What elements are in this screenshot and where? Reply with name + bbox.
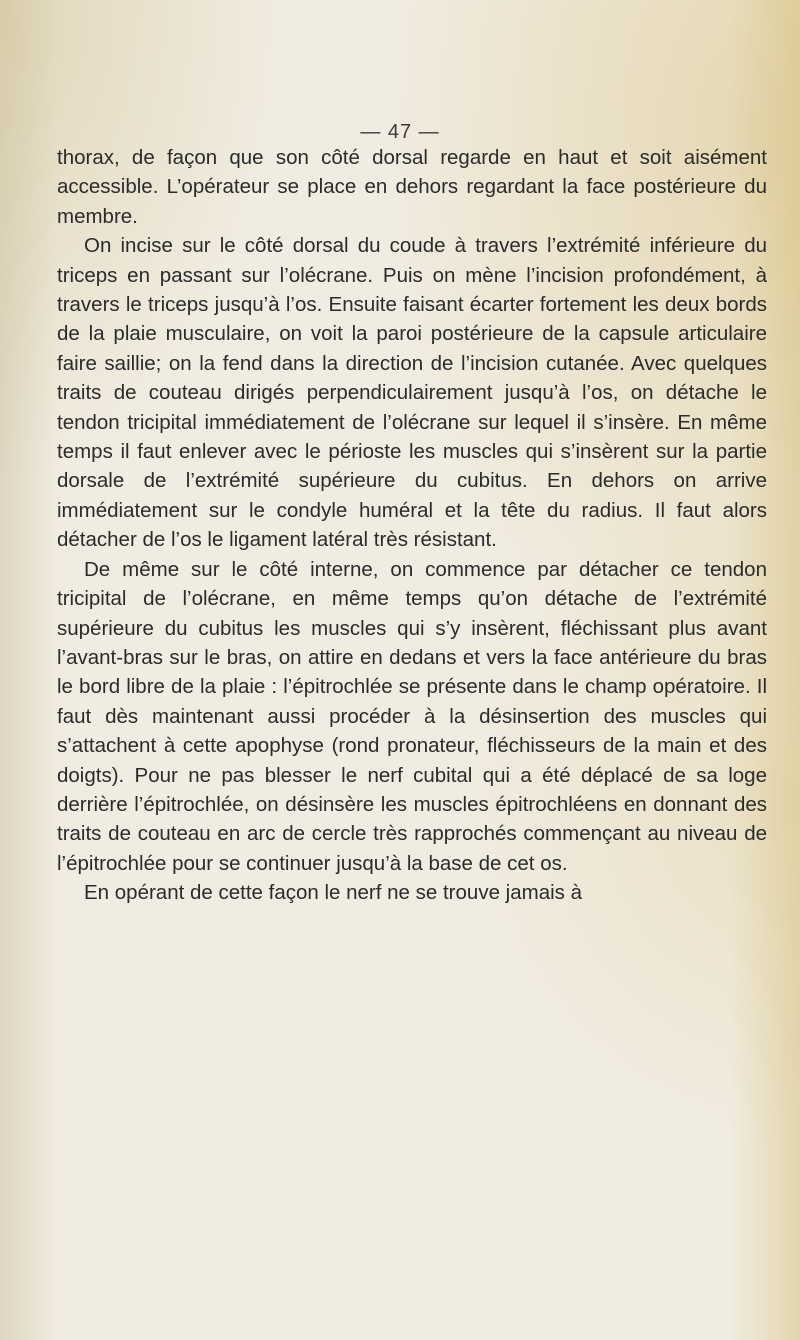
paragraph-3: De même sur le côté interne, on commence par détacher ce tendon tricipital de l’olécrane, en même temps qu’on détache de l’extrémité supérieure du cubitus les muscles qui s’y insèrent, fléchissant plus avant l’avant-bras sur le bras, on attire en dedans et vers la face antérieure du bras le bord libre de la plaie : l’épitrochlée se présente dans le champ opératoire. Il faut dès maintenant aussi procéder à la désinsertion des muscles qui s’attachent à cette apophyse (rond pronateur, fléchisseurs de la main et des doigts). Pour ne pas blesser le nerf cubital qui a été déplacé de sa loge derrière l’épitrochlée, on désinsère les muscles épitrochléens en donnant des traits de couteau en arc de cercle très rapprochés commençant au niveau de l’épitrochlée pour se continuer jusqu’à la base de cet os. — [57, 557, 767, 875]
body-text — [57, 143, 767, 908]
paragraph-2: On incise sur le côté dorsal du coude à travers l’extrémité inférieure du triceps en passant sur l’olécrane. Puis on mène l’incision profondément, à travers le triceps jusqu’à l’os. Ensuite faisant écarter fortement les deux bords de la plaie musculaire, on voit la paroi postérieure de la capsule articulaire faire saillie; on la fend dans la direction de l’incision cutanée. Avec quelques traits de couteau dirigés perpendiculairement jusqu’à l’os, on détache le tendon tricipital immédiatement de l’olécrane sur lequel il s’insère. En même temps il faut enlever avec le périoste les muscles qui s’insèrent sur la partie dorsale de l’extrémité supérieure du cubitus. En dehors on arrive immédiatement sur le condyle huméral et la tête du radius. Il faut alors détacher de l’os le ligament latéral très résistant. — [57, 234, 767, 552]
paragraph-4: En opérant de cette façon le nerf ne se trouve jamais à — [84, 881, 582, 905]
paragraph-1: thorax, de façon que son côté dorsal regarde en haut et soit aisément accessible. L’opérateur se place en dehors regardant la face postérieure du membre. — [57, 146, 767, 228]
page-number: — 47 — — [360, 121, 440, 143]
